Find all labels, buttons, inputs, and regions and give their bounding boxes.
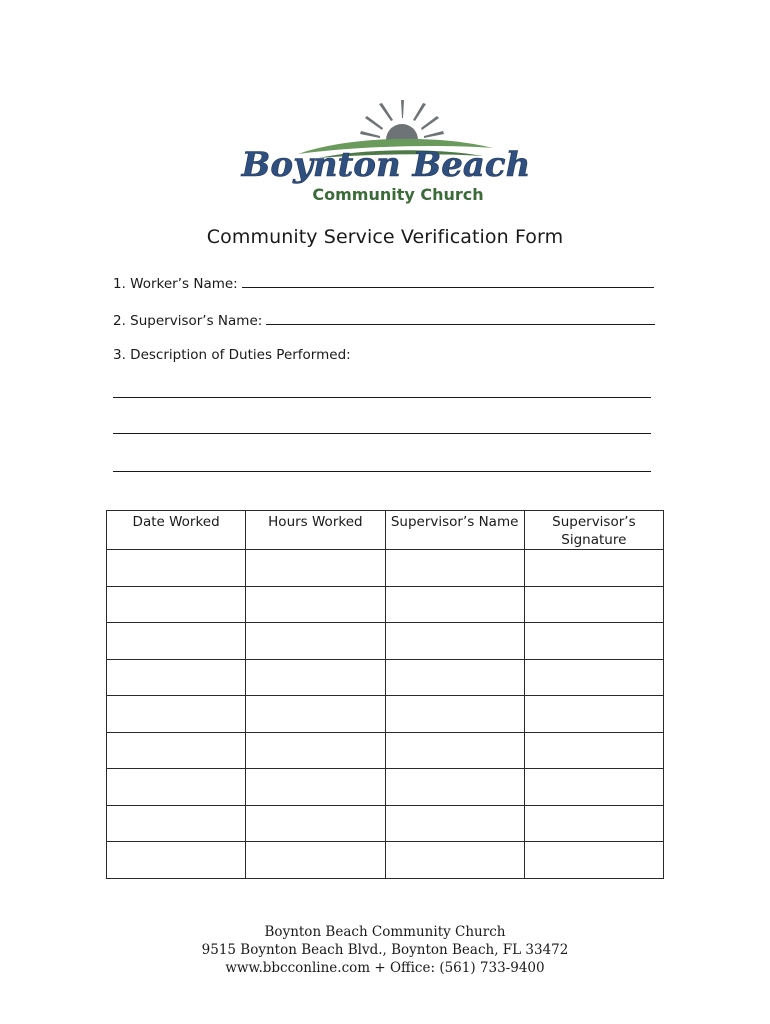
table-cell[interactable] <box>385 805 524 842</box>
table-cell[interactable] <box>246 586 385 623</box>
table-cell[interactable] <box>246 659 385 696</box>
header-hours-worked: Hours Worked <box>246 511 385 550</box>
table-row <box>107 769 664 806</box>
table-cell[interactable] <box>524 732 663 769</box>
table-cell[interactable] <box>107 696 246 733</box>
table-cell[interactable] <box>246 769 385 806</box>
table-cell[interactable] <box>107 769 246 806</box>
table-row <box>107 805 664 842</box>
worker-name-field <box>113 275 654 292</box>
table-cell[interactable] <box>385 696 524 733</box>
table-cell[interactable] <box>107 586 246 623</box>
form-title: Community Service Verification Form <box>206 226 564 248</box>
table-row <box>107 732 664 769</box>
table-cell[interactable] <box>524 659 663 696</box>
table-row <box>107 696 664 733</box>
duties-line[interactable] <box>113 433 651 434</box>
table-row <box>107 586 664 623</box>
church-logo <box>241 96 531 211</box>
table-cell[interactable] <box>385 659 524 696</box>
table-cell[interactable] <box>385 732 524 769</box>
header-supervisor-signature: Supervisor’s Signature <box>524 511 663 550</box>
duties-line[interactable] <box>113 397 651 398</box>
sun-icon <box>360 100 444 140</box>
supervisor-name-label: 2. Supervisor’s Name: <box>113 313 263 329</box>
table-cell[interactable] <box>524 842 663 879</box>
header-date-worked: Date Worked <box>107 511 246 550</box>
table-cell[interactable] <box>385 842 524 879</box>
table-cell[interactable] <box>246 842 385 879</box>
table-cell[interactable] <box>107 623 246 660</box>
table-body <box>107 550 664 879</box>
table-cell[interactable] <box>246 696 385 733</box>
table-cell[interactable] <box>246 732 385 769</box>
table-header-row <box>107 511 664 550</box>
table-cell[interactable] <box>107 550 246 587</box>
table-cell[interactable] <box>385 769 524 806</box>
footer-address: 9515 Boynton Beach Blvd., Boynton Beach, FL 33472 <box>201 942 569 958</box>
service-log-table <box>106 510 664 879</box>
worker-name-label: 1. Worker’s Name: <box>113 276 238 292</box>
table-cell[interactable] <box>107 659 246 696</box>
footer-contact: www.bbcconline.com + Office: (561) 733-9400 <box>225 960 545 976</box>
table-cell[interactable] <box>246 623 385 660</box>
duties-field <box>113 347 351 363</box>
table-cell[interactable] <box>385 623 524 660</box>
table-row <box>107 550 664 587</box>
table-cell[interactable] <box>246 550 385 587</box>
footer <box>0 923 770 977</box>
duties-line[interactable] <box>113 471 651 472</box>
table-cell[interactable] <box>107 805 246 842</box>
table-cell[interactable] <box>385 586 524 623</box>
footer-org: Boynton Beach Community Church <box>264 924 506 940</box>
worker-name-blank[interactable] <box>242 275 654 288</box>
logo-name: Boynton Beach <box>241 145 531 185</box>
table-cell[interactable] <box>524 550 663 587</box>
table-cell[interactable] <box>385 550 524 587</box>
header-supervisor-name: Supervisor’s Name <box>385 511 524 550</box>
table-row <box>107 842 664 879</box>
table-row <box>107 659 664 696</box>
table-cell[interactable] <box>524 769 663 806</box>
table-cell[interactable] <box>246 805 385 842</box>
table-cell[interactable] <box>524 696 663 733</box>
logo-subtitle: Community Church <box>312 185 484 204</box>
supervisor-name-field <box>113 312 655 329</box>
table-cell[interactable] <box>524 805 663 842</box>
supervisor-name-blank[interactable] <box>266 312 655 325</box>
table-cell[interactable] <box>524 623 663 660</box>
table-cell[interactable] <box>107 842 246 879</box>
table-row <box>107 623 664 660</box>
table-cell[interactable] <box>107 732 246 769</box>
duties-label: 3. Description of Duties Performed: <box>113 347 351 363</box>
table-cell[interactable] <box>524 586 663 623</box>
